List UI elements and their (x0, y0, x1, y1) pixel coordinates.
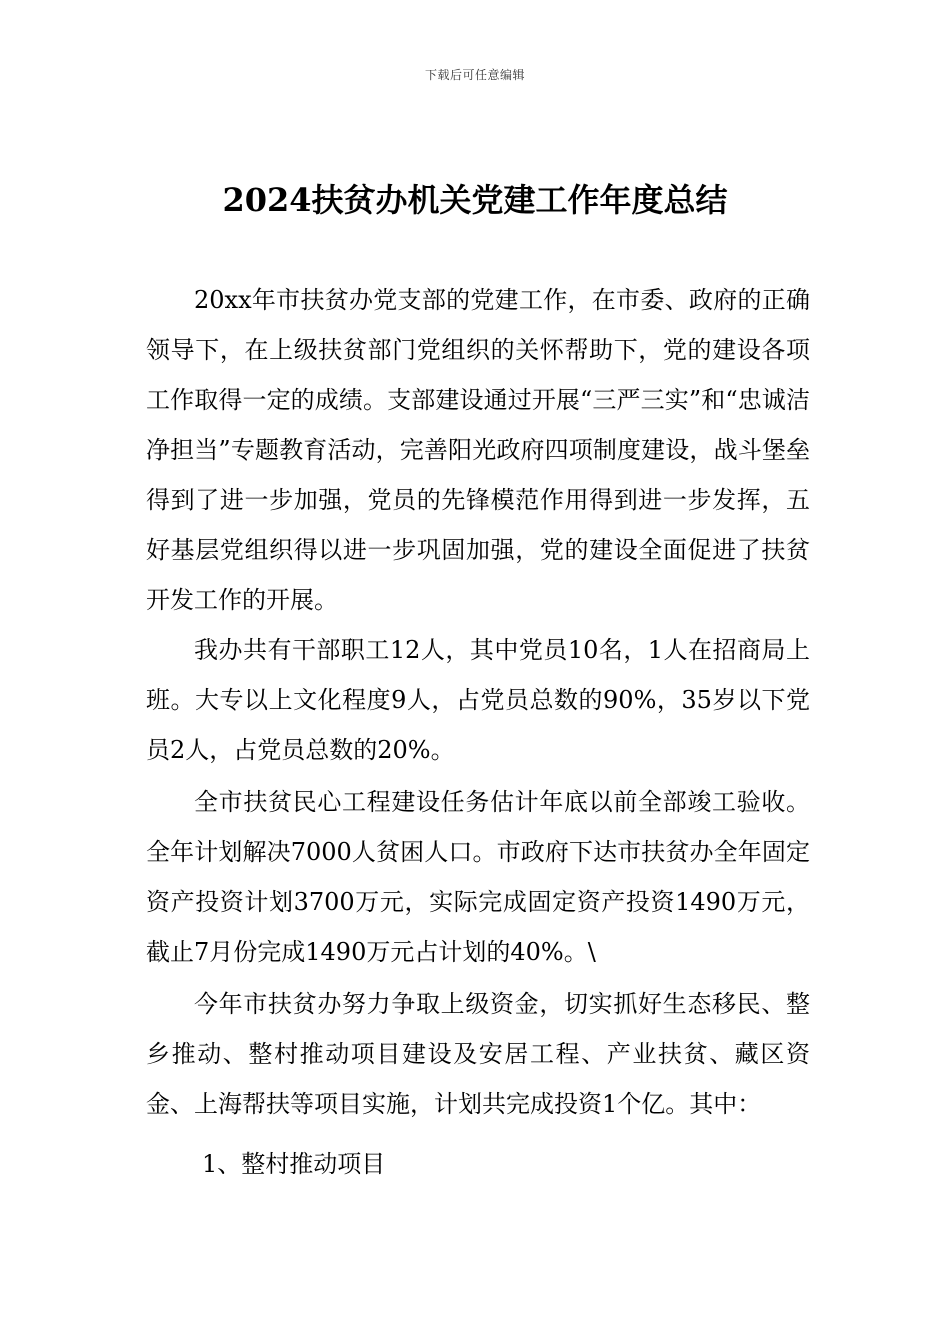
paragraph: 全市扶贫民心工程建设任务估计年底以前全部竣工验收。全年计划解决7000人贫困人口。市政府下达市扶贫办全年固定资产投资计划3700万元，实际完成固定资产投资1490万元，截止7月份完成1490万元占计划的40%。\ (146, 788, 810, 966)
list-item: 1、整村推动项目 (202, 1150, 386, 1178)
paragraph: 我办共有干部职工12人，其中党员10名，1人在招商局上班。大专以上文化程度9人，占党员总数的90%，35岁以下党员2人，占党员总数的20%。 (146, 636, 810, 764)
header-note: 下载后可任意编辑 (424, 68, 525, 82)
document-title: 2024扶贫办机关党建工作年度总结 (222, 181, 728, 219)
document-body (146, 275, 810, 1189)
paragraph: 20xx年市扶贫办党支部的党建工作，在市委、政府的正确领导下，在上级扶贫部门党组织的关怀帮助下，党的建设各项工作取得一定的成绩。支部建设通过开展“三严三实”和“忠诚洁净担当”专题教育活动，完善阳光政府四项制度建设，战斗堡垒得到了进一步加强，党员的先锋模范作用得到进一步发挥，五好基层党组织得以进一步巩固加强，党的建设全面促进了扶贫开发工作的开展。 (146, 286, 810, 614)
paragraph: 今年市扶贫办努力争取上级资金，切实抓好生态移民、整乡推动、整村推动项目建设及安居工程、产业扶贫、藏区资金、上海帮扶等项目实施，计划共完成投资1个亿。其中： (146, 990, 810, 1118)
